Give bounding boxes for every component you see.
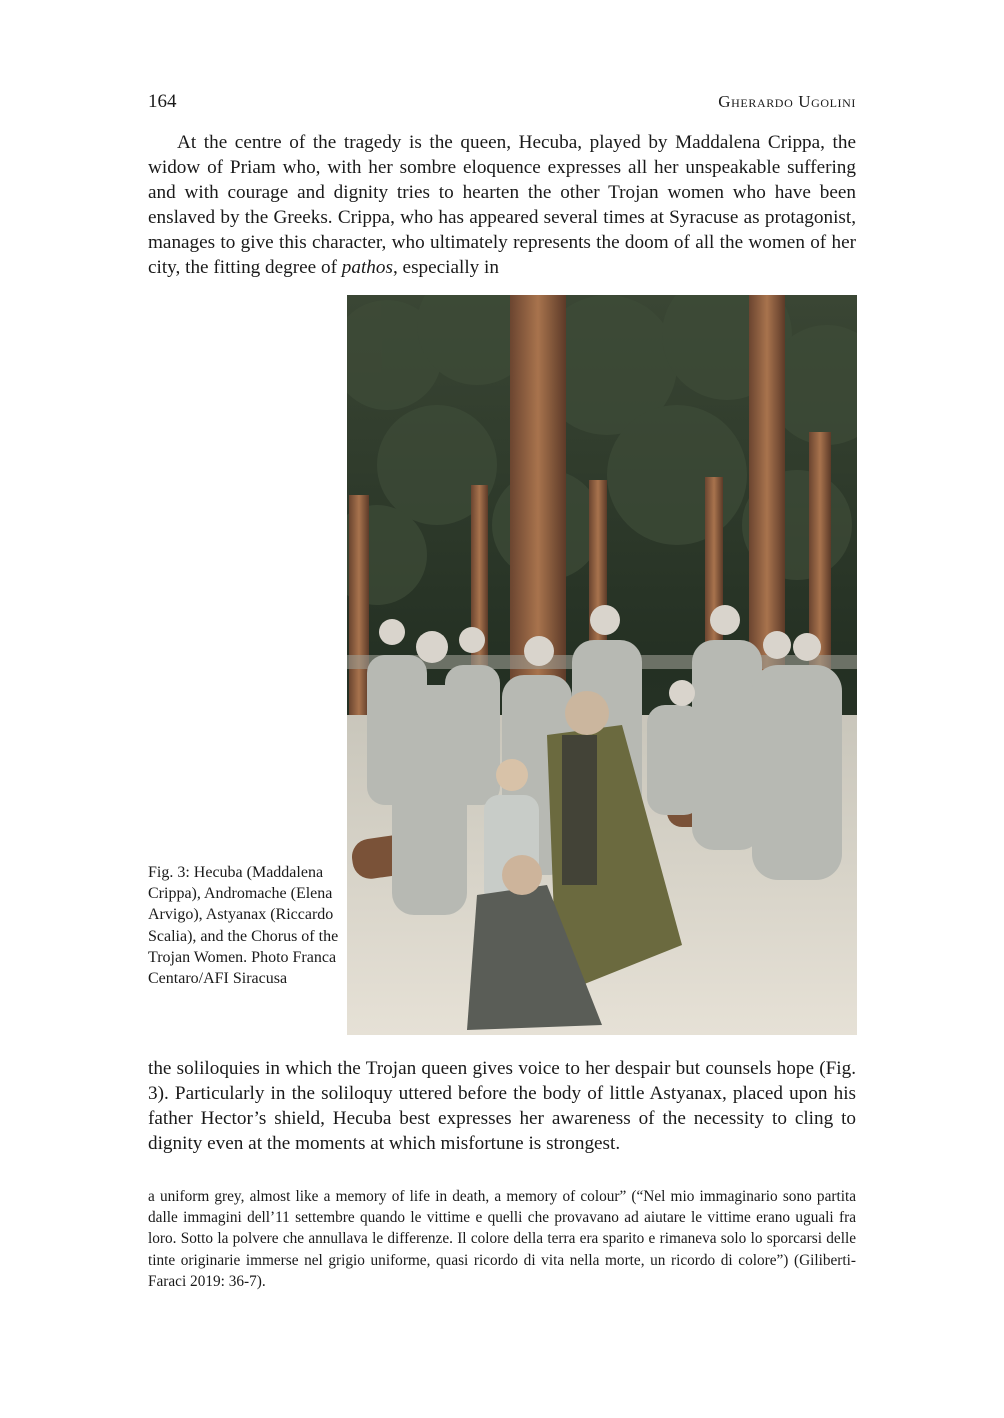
figure-caption: Fig. 3: Hecuba (Maddalena Crippa), Andromache (Elena Arvigo), Astyanax (Riccardo Scalia), and the Chorus of the Trojan Women. Photo Franca Centaro/AFI Siracusa bbox=[148, 864, 339, 988]
paragraph-top-text: At the centre of the tragedy is the queen, Hecuba, played by Maddalena Crippa, the widow of Priam who, with her sombre eloquence expresses all her unspeakable suffering and with courage and dignity tries to hearten the other Trojan women who have been enslaved by the Greeks. Crippa, who has appeared several times at Syracuse as protagonist, manages to give this character, who ultimately represents the doom of all the women of her city, the fitting degree of bbox=[148, 132, 856, 278]
running-head: Gherardo Ugolini bbox=[718, 92, 856, 111]
stage-photograph bbox=[347, 295, 857, 1035]
paragraph-bottom: the soliloquies in which the Trojan queen gives voice to her despair but counsels hope (Fig. 3). Particularly in the soliloquy uttered before the body of little Astyanax, placed upon his father Hector’s shield, Hecuba best expresses her awareness of the necessity to cling to dignity even at the moments at which misfortune is strongest. bbox=[148, 1058, 856, 1154]
paragraph-top-end: , especially in bbox=[392, 257, 499, 278]
paragraph-top bbox=[148, 130, 856, 280]
photo-illustration bbox=[347, 295, 857, 1035]
italic-term: pathos bbox=[341, 257, 393, 278]
footnote: a uniform grey, almost like a memory of life in death, a memory of colour” (“Nel mio immaginario sono partita dalle immagini dell’11 settembre quando le vittime e quelli che provavano ad aiutare le vittime erano uguali fra loro. Sotto la polvere che annullava le differenze. Il colore della terra era sparito e rimaneva solo lo sporcarsi delle tinte originarie immerse nel grigio uniforme, quasi ricordo di vita nella morte, un ricordo di colore”) (Giliberti-Faraci 2019: 36-7). bbox=[148, 1188, 856, 1290]
page-number: 164 bbox=[148, 91, 177, 112]
